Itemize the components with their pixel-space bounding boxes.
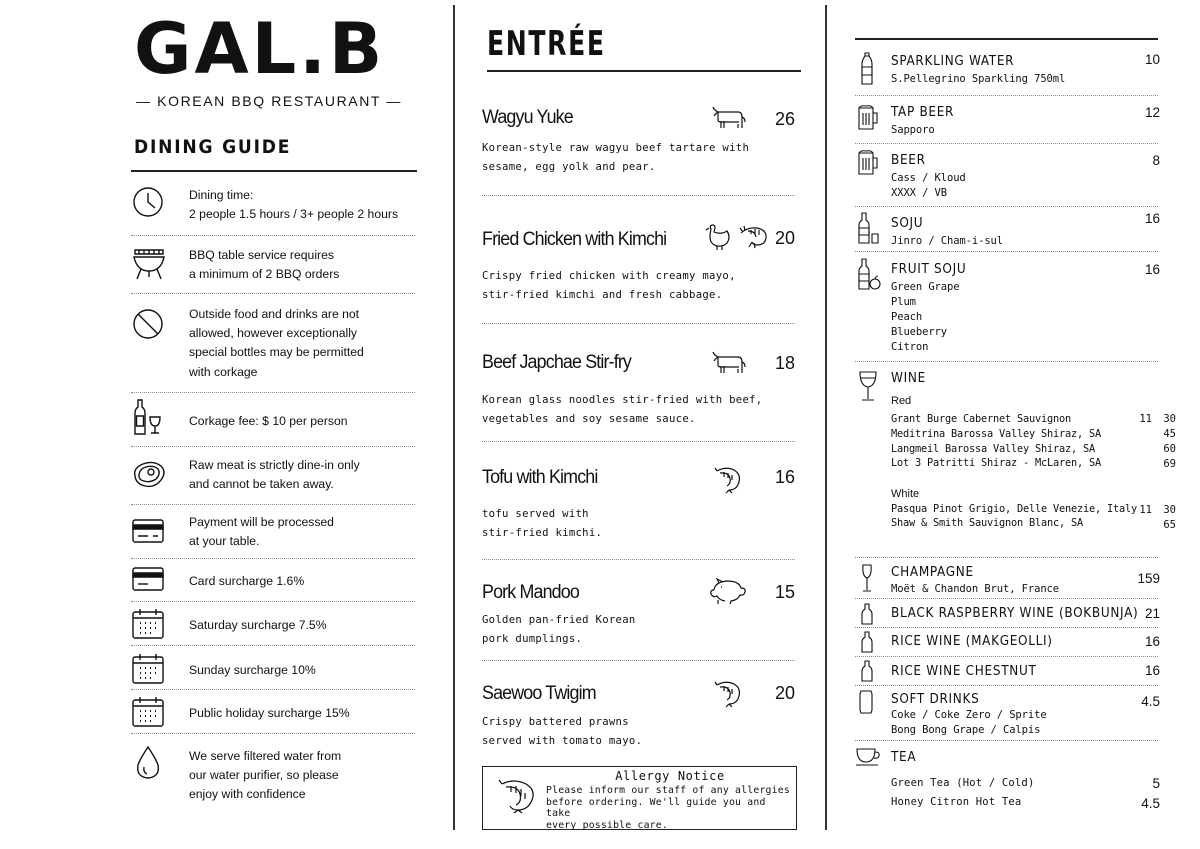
flavour-item: Plum (891, 296, 916, 308)
drink-price: 21 (1144, 606, 1160, 621)
bbq-grill-icon (131, 245, 167, 281)
card-surcharge-icon (131, 563, 167, 599)
dish-price: 15 (774, 582, 796, 602)
description-line: Crispy battered prawns (482, 716, 629, 728)
divider (855, 557, 1158, 558)
guide-item-filtered-water (189, 747, 417, 805)
guide-line: Sunday surcharge 10% (189, 663, 316, 677)
drinks-rule (855, 38, 1158, 40)
guide-line: Public holiday surcharge 15% (189, 706, 350, 720)
drink-detail (891, 708, 1047, 738)
drink-name: FRUIT SOJU (891, 262, 967, 277)
dish-description (482, 139, 782, 176)
drink-name: TAP BEER (891, 105, 955, 120)
drink-name: BEER (891, 153, 926, 168)
guide-line: BBQ table service requires (189, 248, 334, 262)
guide-line: 2 people 1.5 hours / 3+ people 2 hours (189, 207, 399, 222)
guide-item-dining-time (189, 186, 417, 224)
prawn-icon (498, 778, 538, 814)
divider (131, 392, 415, 393)
clock-icon (131, 184, 167, 220)
guide-item-saturday (189, 616, 417, 635)
divider (855, 143, 1158, 144)
drink-name: SOJU (891, 216, 924, 231)
divider (855, 627, 1158, 628)
drink-price: 16 (1144, 634, 1160, 649)
champagne-glass-icon (860, 564, 874, 592)
wine-glass-price: 11 (1139, 504, 1152, 516)
drink-price: 16 (1144, 262, 1160, 277)
wine-name: Meditrina Barossa Valley Shiraz, SA (891, 428, 1101, 440)
dish-name: Beef Japchae Stir-fry (482, 352, 632, 373)
guide-line: enjoy with confidence (189, 787, 306, 802)
divider (131, 645, 415, 646)
tea-item-price: 4.5 (1141, 796, 1160, 811)
allergy-notice-text (546, 785, 794, 831)
description-line: Korean glass noodles stir-fried with beef, (482, 394, 763, 406)
wine-bottle-glass-icon (131, 399, 167, 435)
guide-line: a minimum of 2 BBQ orders (189, 267, 340, 282)
tea-item-price: 5 (1152, 776, 1160, 791)
wine-bottle-price: 45 (1163, 428, 1176, 440)
no-entry-icon (131, 306, 167, 342)
dish-name: Pork Mandoo (482, 582, 579, 603)
description-line: Korean-style raw wagyu beef tartare with (482, 142, 750, 154)
divider (855, 95, 1158, 96)
guide-line: at your table. (189, 534, 260, 549)
guide-line: Outside food and drinks are not (189, 307, 360, 321)
wine-name: Pasqua Pinot Grigio, Delle Venezie, Italy (891, 503, 1137, 515)
wine-glass-price: 11 (1139, 413, 1152, 425)
divider (482, 660, 795, 661)
allergy-line: every possible care. (546, 819, 668, 831)
flavour-item: Green Grape (891, 281, 960, 293)
wine-name: Grant Burge Cabernet Sauvignon (891, 413, 1071, 425)
guide-item-raw-meat (189, 456, 417, 494)
tea-item-name: Green Tea (Hot / Cold) (891, 777, 1035, 789)
wine-bottle-price: 69 (1163, 458, 1176, 470)
drink-name: CHAMPAGNE (891, 565, 974, 580)
description-line: vegetables and soy sesame sauce. (482, 412, 696, 425)
guide-line: allowed, however exceptionally (189, 326, 358, 341)
description-line: stir-fried kimchi. (482, 526, 603, 539)
guide-line: We serve filtered water from (189, 749, 342, 763)
drink-name: WINE (891, 371, 926, 386)
detail-line: Coke / Coke Zero / Sprite (891, 709, 1047, 721)
drink-detail: S.Pellegrino Sparkling 750ml (891, 73, 1066, 85)
beer-mug-icon (856, 104, 880, 130)
wine-white-label: White (891, 488, 920, 500)
guide-line: Dining time: (189, 188, 254, 202)
prawn-icon (739, 225, 769, 249)
description-line: Crispy fried chicken with creamy mayo, (482, 270, 736, 282)
drink-detail (891, 171, 966, 201)
dish-description (482, 713, 782, 750)
dish-description (482, 611, 782, 648)
tea-item-name: Honey Citron Hot Tea (891, 796, 1022, 808)
wine-red-label: Red (891, 395, 912, 407)
detail-line: XXXX / VB (891, 187, 947, 199)
drink-name: SPARKLING WATER (891, 54, 1015, 69)
drink-price: 16 (1144, 211, 1160, 226)
divider (855, 740, 1158, 741)
guide-item-corkage (189, 412, 417, 431)
guide-line: our water purifier, so please (189, 768, 339, 783)
calendar-icon (131, 607, 167, 643)
dish-name: Saewoo Twigim (482, 683, 596, 704)
guide-line: Corkage fee: $ 10 per person (189, 414, 348, 428)
prawn-icon (714, 466, 742, 494)
wine-name: Lot 3 Patritti Shiraz - McLaren, SA (891, 457, 1101, 469)
dish-description (482, 267, 782, 304)
dish-name: Tofu with Kimchi (482, 467, 598, 488)
allergy-line: before ordering. We'll guide you and take (546, 796, 766, 819)
dish-description (482, 391, 782, 428)
wine-name: Langmeil Barossa Valley Shiraz, SA (891, 443, 1095, 455)
calendar-icon (131, 695, 167, 731)
wine-glass-icon (858, 370, 878, 402)
drink-detail: Sapporo (891, 124, 935, 136)
description-line: stir-fried kimchi and fresh cabbage. (482, 288, 723, 301)
dining-guide-title: DINING GUIDE (134, 136, 292, 158)
divider (131, 504, 415, 505)
drink-price: 8 (1152, 153, 1160, 168)
drink-name: RICE WINE (MAKGEOLLI) (891, 634, 1053, 649)
guide-item-bbq-minimum (189, 246, 417, 284)
drink-flavours (891, 280, 959, 355)
description-line: tofu served with (482, 508, 589, 520)
dish-price: 16 (774, 467, 796, 487)
guide-item-card-surcharge (189, 572, 417, 591)
drink-name: SOFT DRINKS (891, 692, 980, 707)
divider (855, 206, 1158, 207)
allergy-notice-title: Allergy Notice (615, 769, 725, 783)
steak-icon (131, 456, 167, 492)
entree-title: ENTRÉE (487, 24, 606, 64)
chicken-icon (705, 223, 733, 251)
drink-name: BLACK RASPBERRY WINE (BOKBUNJA) (891, 606, 1139, 621)
bottle-icon (861, 660, 873, 682)
water-drop-icon (131, 745, 167, 781)
guide-line: Card surcharge 1.6% (189, 574, 305, 588)
bottle-icon (861, 631, 873, 653)
cow-icon (712, 349, 746, 375)
dish-price: 20 (774, 228, 796, 248)
drink-price: 4.5 (1141, 694, 1160, 709)
brand-tagline: — KOREAN BBQ RESTAURANT — (136, 93, 402, 109)
flavour-item: Blueberry (891, 326, 947, 338)
drink-price: 16 (1144, 663, 1160, 678)
flavour-item: Citron (891, 341, 929, 353)
guide-item-sunday (189, 661, 417, 680)
drink-detail: Moët & Chandon Brut, France (891, 583, 1059, 595)
wine-bottle-price: 60 (1163, 443, 1176, 455)
divider (131, 446, 415, 447)
flavour-item: Peach (891, 311, 923, 323)
brand-logo: GAL.B (134, 8, 386, 90)
detail-line: Cass / Kloud (891, 172, 966, 184)
entree-rule (487, 70, 801, 72)
divider (131, 601, 415, 602)
wine-name: Shaw & Smith Sauvignon Blanc, SA (891, 517, 1083, 529)
column-divider-right (825, 5, 827, 830)
pig-icon (709, 578, 747, 604)
description-line: pork dumplings. (482, 632, 583, 645)
dish-name: Fried Chicken with Kimchi (482, 229, 667, 250)
guide-line: with corkage (189, 364, 258, 379)
guide-line: Raw meat is strictly dine-in only (189, 458, 360, 472)
divider (482, 441, 795, 442)
divider (855, 598, 1158, 599)
drink-name: RICE WINE CHESTNUT (891, 664, 1037, 679)
fruit-soju-icon (857, 258, 881, 290)
divider (131, 733, 415, 734)
dining-guide-rule (131, 170, 417, 172)
divider (131, 689, 415, 690)
guide-item-payment (189, 513, 417, 551)
dish-name: Wagyu Yuke (482, 107, 573, 128)
guide-line: and cannot be taken away. (189, 477, 334, 492)
drink-detail: Jinro / Cham-i-sul (891, 235, 1003, 247)
divider (131, 293, 415, 294)
allergy-line: Please inform our staff of any allergies (546, 785, 790, 796)
divider (131, 235, 415, 236)
guide-item-outside-food (189, 305, 417, 382)
wine-bottle-price: 30 (1163, 504, 1176, 516)
divider (131, 558, 415, 559)
dish-price: 20 (774, 683, 796, 703)
divider (482, 323, 795, 324)
dish-price: 26 (774, 109, 796, 129)
dish-price: 18 (774, 353, 796, 373)
guide-line: Saturday surcharge 7.5% (189, 618, 327, 632)
credit-card-icon (131, 515, 167, 551)
soju-bottle-icon (857, 212, 879, 244)
description-line: served with tomato mayo. (482, 734, 643, 747)
drink-price: 159 (1137, 571, 1160, 586)
soft-drink-can-icon (858, 689, 874, 715)
description-line: sesame, egg yolk and pear. (482, 160, 656, 173)
water-bottle-icon (858, 52, 876, 86)
wine-bottle-price: 30 (1163, 413, 1176, 425)
divider (855, 361, 1158, 362)
guide-item-public-holiday (189, 704, 417, 723)
guide-line: special bottles may be permitted (189, 345, 364, 360)
divider (482, 195, 795, 196)
prawn-icon (714, 680, 742, 708)
wine-bottle-price: 65 (1163, 519, 1176, 531)
detail-line: Bong Bong Grape / Calpis (891, 724, 1041, 736)
divider (855, 685, 1158, 686)
description-line: Golden pan-fried Korean (482, 614, 636, 626)
drink-price: 12 (1144, 105, 1160, 120)
bottle-icon (861, 603, 873, 625)
tea-cup-icon (855, 747, 881, 767)
dish-description (482, 505, 782, 542)
divider (855, 656, 1158, 657)
divider (482, 559, 795, 560)
guide-line: Payment will be processed (189, 515, 334, 529)
column-divider-left (453, 5, 455, 830)
drink-name: TEA (891, 750, 917, 765)
divider (855, 251, 1158, 252)
calendar-icon (131, 652, 167, 688)
drink-price: 10 (1144, 52, 1160, 67)
beer-mug-icon (856, 149, 880, 175)
cow-icon (712, 104, 746, 130)
